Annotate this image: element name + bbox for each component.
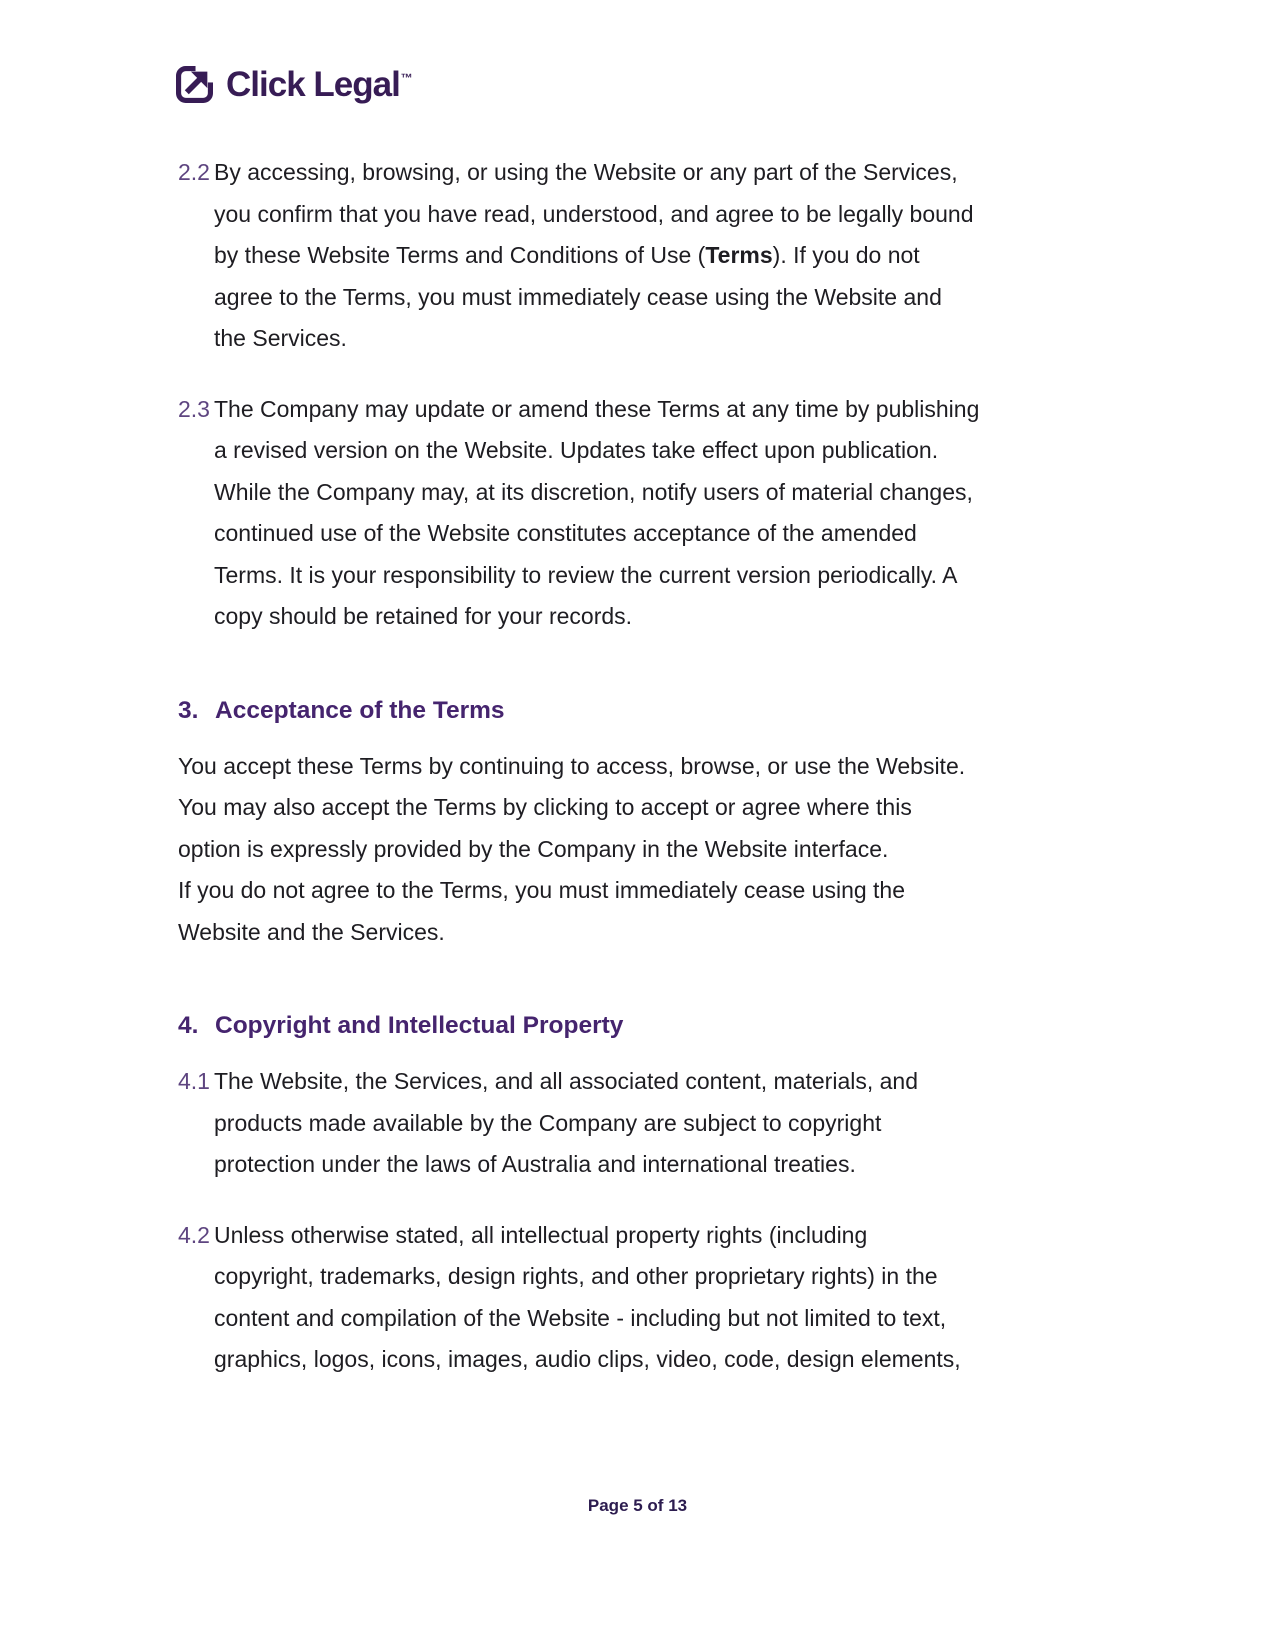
section-number: 4. [178,1012,199,1039]
document-body [178,152,1073,1410]
clause-4-1: 4.1 The Website, the Services, and all associated content, materials, and products made available by the Company are subject to copyright protection under the laws of Australia and international treaties. [178,1061,1073,1186]
body-paragraph: You accept these Terms by continuing to access, browse, or use the Website. You may also accept the Terms by clicking to accept or agree where this option is expressly provided by the Company in the Website interface. If you do not agree to the Terms, you must immediately cease using the Website and the Services. [178,752,966,945]
clause-4-2: 4.2 Unless otherwise stated, all intellectual property rights (including copyright, trademarks, design rights, and other proprietary rights) in the content and compilation of the Website - including but not limited to text, graphics, logos, icons, images, audio clips, video, code, design elements, [178,1215,1073,1381]
clause-2-2: 2.2 By accessing, browsing, or using the Website or any part of the Services, you confirm that you have read, understood, and agree to be legally bound by these Website Terms and Conditions of Use (Terms). If you do not agree to the Terms, you must immediately cease using the Website and the Services. [178,152,1073,360]
clause-number: 4.1 [178,1068,210,1094]
external-link-logo-icon [176,66,213,103]
clause-number: 2.2 [178,159,210,185]
section-title: Acceptance of the Terms [215,696,505,724]
page-footer [0,1496,1275,1516]
clause-2-3: 2.3 The Company may update or amend these Terms at any time by publishing a revised version on the Website. Updates take effect upon publication. While the Company may, at its discretion, notify users of material changes, continued use of the Website constitutes acceptance of the amended Terms. It is your responsibility to review the current version periodically. A copy should be retained for your records. [178,389,1073,638]
section-heading-3 [178,694,1073,728]
section-number: 3. [178,696,199,724]
page-number-label: Page 5 of 13 [587,1496,688,1515]
section-heading-4 [178,1009,1073,1043]
brand-wordmark: Click Legal™ [226,65,412,104]
section-title: Copyright and Intellectual Property [215,1012,624,1039]
trademark-symbol: ™ [400,71,412,85]
clause-number: 2.3 [178,395,210,422]
clause-number: 4.2 [178,1221,210,1248]
brand-logo [176,66,411,103]
